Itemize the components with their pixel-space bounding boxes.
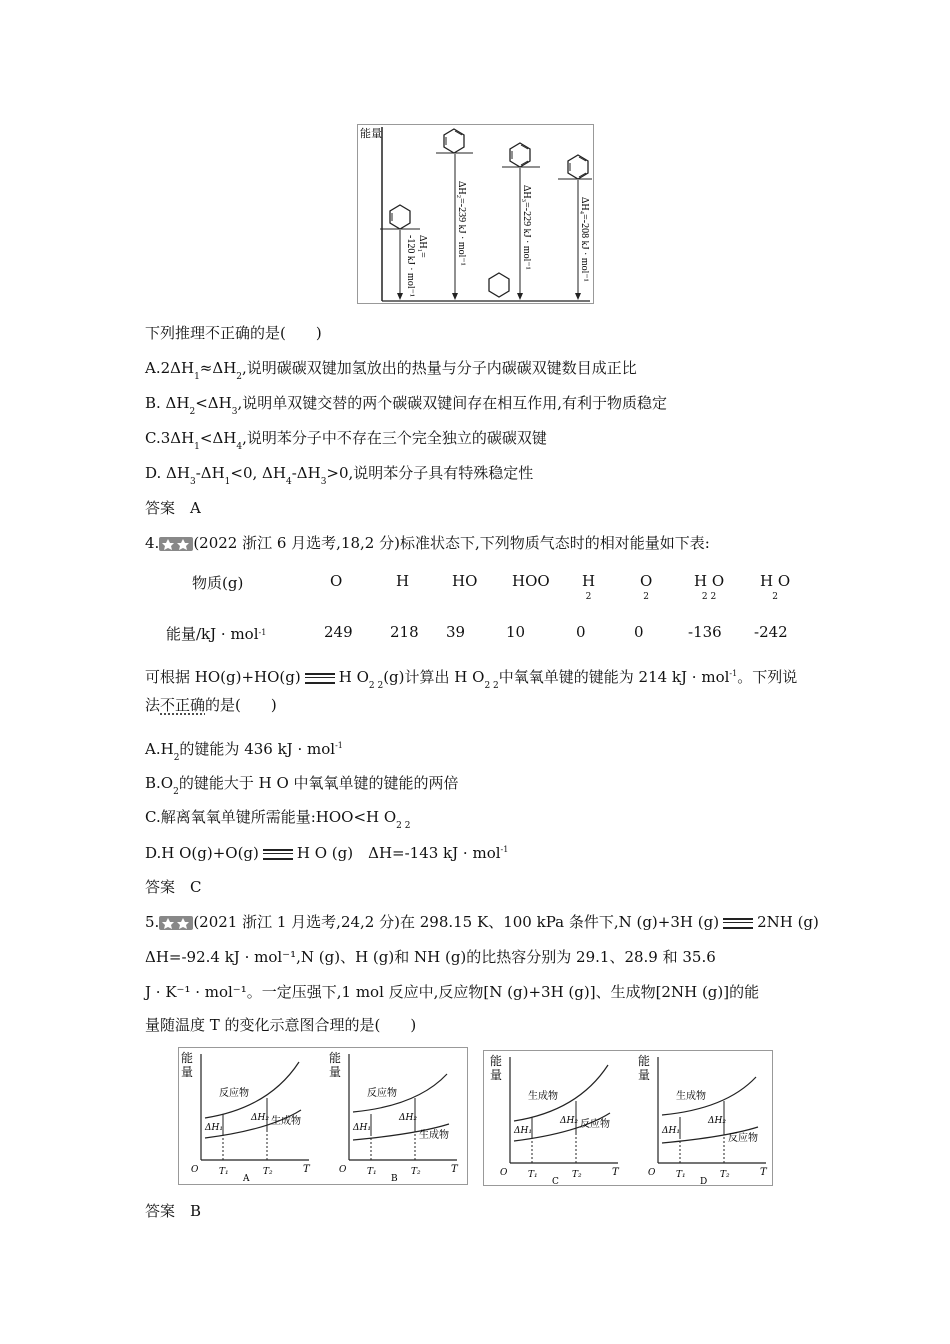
origin-label: O xyxy=(339,1165,347,1175)
equilibrium-sign-icon xyxy=(723,918,753,929)
q4-option-c: C.解离氧氧单键所需能量:HOO<H $O_{2 2}$ xyxy=(145,808,411,831)
q4-stem: 4. (2022 浙江 6 月选考,18,2 分)标准状态下,下列物质气态时的相对能量如下表: xyxy=(145,534,710,552)
cyclohexadiene-icon xyxy=(436,129,473,153)
x-axis-title: T xyxy=(760,1167,767,1178)
benzene-icon xyxy=(502,143,540,167)
table-cell-energy: 249 xyxy=(324,623,353,641)
q5-line1: 5. (2021 浙江 1 月选考,24,2 分)在 298.15 K、100 kPa 条件下,N (g)+3H (g) 2NH (g) xyxy=(145,913,819,931)
equilibrium-sign-icon xyxy=(263,849,293,860)
q5-line4: 量随温度 T 的变化示意图合理的是( ) xyxy=(145,1016,417,1034)
kekule-benzene-icon xyxy=(558,155,592,179)
q4-option-d: D.H O(g)+O(g) H O (g) ΔH=-143 kJ · mol$^{-1}$ xyxy=(145,844,509,862)
x-axis-title: T xyxy=(612,1167,619,1178)
upper-curve-label: 反应物 xyxy=(219,1088,249,1099)
equilibrium-sign-icon xyxy=(305,673,335,684)
t1-label: T₁ xyxy=(219,1167,229,1177)
x-axis-title: T xyxy=(303,1164,310,1175)
q3-option-c: $C.3\Delta H_1<\Delta H_4$,说明苯分子中不存在三个完全独立的碳碳双键 xyxy=(145,429,547,452)
lower-curve-label: 生成物 xyxy=(271,1116,301,1127)
cyclohexene-icon xyxy=(380,205,420,229)
q4-option-a: $A.H_2$的键能为 436 kJ · mol$^{-1}$ xyxy=(145,740,343,763)
origin-label: O xyxy=(648,1168,656,1178)
t2-label: T₂ xyxy=(572,1170,582,1180)
cyclohexane-icon xyxy=(489,273,509,297)
q4-option-b: $B.O_2$的键能大于 H O 中氧氧单键的键能的两倍 xyxy=(145,774,459,797)
t1-label: T₁ xyxy=(676,1170,686,1180)
upper-curve-label: 反应物 xyxy=(367,1088,397,1099)
dh1-label: ΔH₁ xyxy=(205,1123,223,1133)
table-cell-energy: -136 xyxy=(688,623,722,641)
q5-answer: 答案 B xyxy=(145,1202,202,1220)
origin-label: O xyxy=(500,1168,508,1178)
y-axis-label: 能 xyxy=(329,1051,342,1065)
t1-label: T₁ xyxy=(367,1167,377,1177)
dh4-label: ΔH₄=-208 kJ · mol⁻¹ xyxy=(579,197,590,282)
dh2-label: ΔH₂=-239 kJ · mol⁻¹ xyxy=(456,181,467,266)
graphs-cd-panel xyxy=(483,1050,773,1186)
table-cell-energy: 39 xyxy=(446,623,466,641)
table-cell-substance: H 2 xyxy=(582,572,596,602)
upper-curve-label: 生成物 xyxy=(676,1091,706,1102)
table-cell-substance: O 2 xyxy=(640,572,653,602)
q3-answer: 答案 A xyxy=(145,499,201,517)
difficulty-stars-icon xyxy=(159,537,193,551)
table-cell-energy: 218 xyxy=(390,623,419,641)
q4-stem-line2: 法不正确的是( ) xyxy=(145,696,277,714)
dh2-label: ΔH₂ xyxy=(708,1116,726,1126)
dh1-label: ΔH₁ xyxy=(353,1123,371,1133)
table-cell-energy: 0 xyxy=(634,623,644,641)
q3-option-b: B. $\Delta H_2<\Delta H_3$,说明单双键交替的两个碳碳双键间存在相互作用,有利于物质稳定 xyxy=(145,394,667,417)
dh2-label: ΔH₂ xyxy=(560,1116,578,1126)
lower-curve-label: 反应物 xyxy=(580,1119,610,1130)
panel-label: B xyxy=(391,1174,398,1184)
x-axis-title: T xyxy=(451,1164,458,1175)
t2-label: T₂ xyxy=(411,1167,421,1177)
table-cell-energy: 10 xyxy=(506,623,526,641)
graphs-ab-svg xyxy=(179,1048,467,1184)
dh1-value: -120 kJ · mol⁻¹ xyxy=(405,235,416,297)
origin-label: O xyxy=(191,1165,199,1175)
q3-option-d: D. $\Delta H_3-\Delta H_1<0$, $\Delta H_4-\Delta H_3>0$,说明苯分子具有特殊稳定性 xyxy=(145,464,534,487)
panel-label: A xyxy=(243,1174,250,1184)
panel-label: D xyxy=(700,1177,708,1185)
y-axis-label: 量 xyxy=(638,1068,651,1082)
y-axis-label: 量 xyxy=(490,1068,503,1082)
dh1-label: ΔH₁ xyxy=(514,1126,532,1136)
energy-diagram-svg xyxy=(358,125,593,303)
lower-curve-label: 反应物 xyxy=(728,1133,758,1144)
y-axis-label: 能 xyxy=(490,1054,503,1068)
y-axis-label: 能 xyxy=(638,1054,651,1068)
upper-curve-label: 生成物 xyxy=(528,1091,558,1102)
table-cell-substance: HO xyxy=(452,572,478,590)
lower-curve-label: 生成物 xyxy=(419,1130,449,1141)
q3-option-a: $A.2\Delta H_1\approx\Delta H_2$,说明碳碳双键加氢放出的热量与分子内碳碳双键数目成正比 xyxy=(145,359,637,382)
q4-answer: 答案 C xyxy=(145,878,202,896)
table-cell-energy: -242 xyxy=(754,623,788,641)
y-axis-label: 能 xyxy=(181,1051,194,1065)
dh1-label: ΔH₁= xyxy=(417,235,428,258)
t1-label: T₁ xyxy=(528,1170,538,1180)
panel-label: C xyxy=(552,1177,559,1185)
dh2-label: ΔH₂ xyxy=(251,1113,269,1123)
table-cell-substance: H O 2 xyxy=(760,572,791,602)
graphs-cd-svg xyxy=(484,1051,772,1185)
table-cell-substance: O xyxy=(330,572,343,590)
dh3-label: ΔH₃=-229 kJ · mol⁻¹ xyxy=(521,185,532,270)
table-cell-substance: H O 2 2 xyxy=(694,572,725,602)
t2-label: T₂ xyxy=(263,1167,273,1177)
t2-label: T₂ xyxy=(720,1170,730,1180)
table-header-energy: 能量/kJ · mol$^{-1}$ xyxy=(166,625,267,643)
table-cell-substance: H xyxy=(396,572,410,590)
y-axis-label: 量 xyxy=(181,1065,194,1079)
y-axis-label: 量 xyxy=(329,1065,342,1079)
energy-axis-label: 能量 xyxy=(360,128,382,140)
table-cell-energy: 0 xyxy=(576,623,586,641)
table-header-substance: 物质(g) xyxy=(192,574,244,592)
q5-line2: ΔH=-92.4 kJ · mol⁻¹,N (g)、H (g)和 NH (g)的比热容分别为 29.1、28.9 和 35.6 xyxy=(145,948,716,966)
dh2-label: ΔH₂ xyxy=(399,1113,417,1123)
dh1-label: ΔH₁ xyxy=(662,1126,680,1136)
energy-level-figure xyxy=(357,124,594,304)
graphs-ab-panel xyxy=(178,1047,468,1185)
difficulty-stars-icon xyxy=(159,916,193,930)
table-cell-substance: HOO xyxy=(512,572,550,590)
q4-stem-line1: 可根据 HO(g)+HO(g) H $O_{2 2}(g)$计算出 H $O_{2 2}$中氧氧单键的键能为 214 kJ · mol$^{-1}$。下列说 xyxy=(145,668,798,691)
q5-line3: J · K⁻¹ · mol⁻¹。一定压强下,1 mol 反应中,反应物[N (g)+3H (g)]、生成物[2NH (g)]的能 xyxy=(145,983,760,1001)
q3-stem: 下列推理不正确的是( ) xyxy=(145,324,322,342)
